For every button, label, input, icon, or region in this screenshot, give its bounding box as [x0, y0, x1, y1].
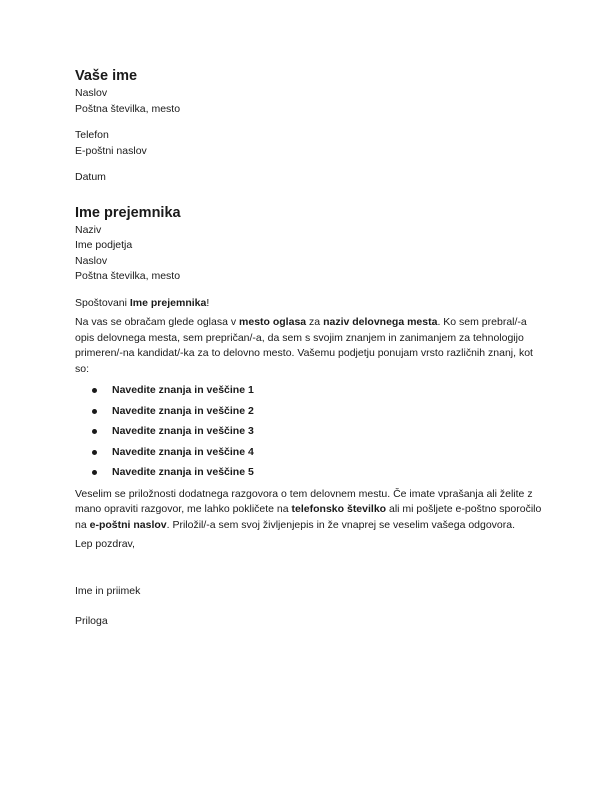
- sender-address: Naslov: [75, 87, 108, 99]
- skills-list: [75, 383, 545, 486]
- body-paragraph-1: Na vas se obračam glede oglasa v mesto oglasa za naziv delovnega mesta. Ko sem prebral/-a opis delovnega mesta, sem prepričan/-a, da sem s svojim znanjem in zanimanjem za tehnologijo primeren/-na kandidat/-ka za to delovno mesto. Vašemu podjetju ponujam vrsto različnih znanj, kot so:: [75, 316, 533, 375]
- sender-phone: Telefon: [75, 129, 109, 141]
- bullet-icon: [92, 409, 97, 414]
- recipient-name: Ime prejemnika: [75, 204, 181, 221]
- signature-name: Ime in priimek: [75, 584, 141, 597]
- bullet-icon: [92, 388, 97, 393]
- skill-item: Navedite znanja in veščine 3: [75, 424, 545, 445]
- recipient-company: Ime podjetja: [75, 239, 133, 251]
- date: Datum: [75, 171, 106, 183]
- sender-postal-city: Poštna številka, mesto: [75, 102, 181, 115]
- recipient-postal-city: Poštna številka, mesto: [75, 270, 181, 282]
- bullet-icon: [92, 470, 97, 475]
- skill-item: Navedite znanja in veščine 5: [75, 465, 545, 486]
- recipient-address: Naslov: [75, 254, 108, 267]
- recipient-title: Naziv: [75, 223, 102, 236]
- closing: Lep pozdrav,: [75, 538, 135, 550]
- greeting: Spoštovani Ime prejemnika!: [75, 296, 210, 309]
- body-paragraph-2: Veselim se priložnosti dodatnega razgovora o tem delovnem mestu. Če imate vprašanja ali želite z mano opraviti razgovor, me lahko pokličete na telefonsko številko ali mi pošljete e-poštno sporočilo na e-poštni naslov. Priložil/-a sem svoj življenjepis in že vnaprej se veselim vašega odgovora.: [75, 487, 542, 531]
- skill-item: Navedite znanja in veščine 1: [75, 383, 545, 404]
- sender-name: Vaše ime: [75, 68, 138, 84]
- bullet-icon: [92, 429, 97, 434]
- enclosure: Priloga: [75, 615, 108, 627]
- cover-letter: [75, 66, 545, 630]
- skill-item: Navedite znanja in veščine 2: [75, 404, 545, 425]
- skill-item: Navedite znanja in veščine 4: [75, 445, 545, 466]
- sender-email: E-poštni naslov: [75, 144, 147, 157]
- bullet-icon: [92, 450, 97, 455]
